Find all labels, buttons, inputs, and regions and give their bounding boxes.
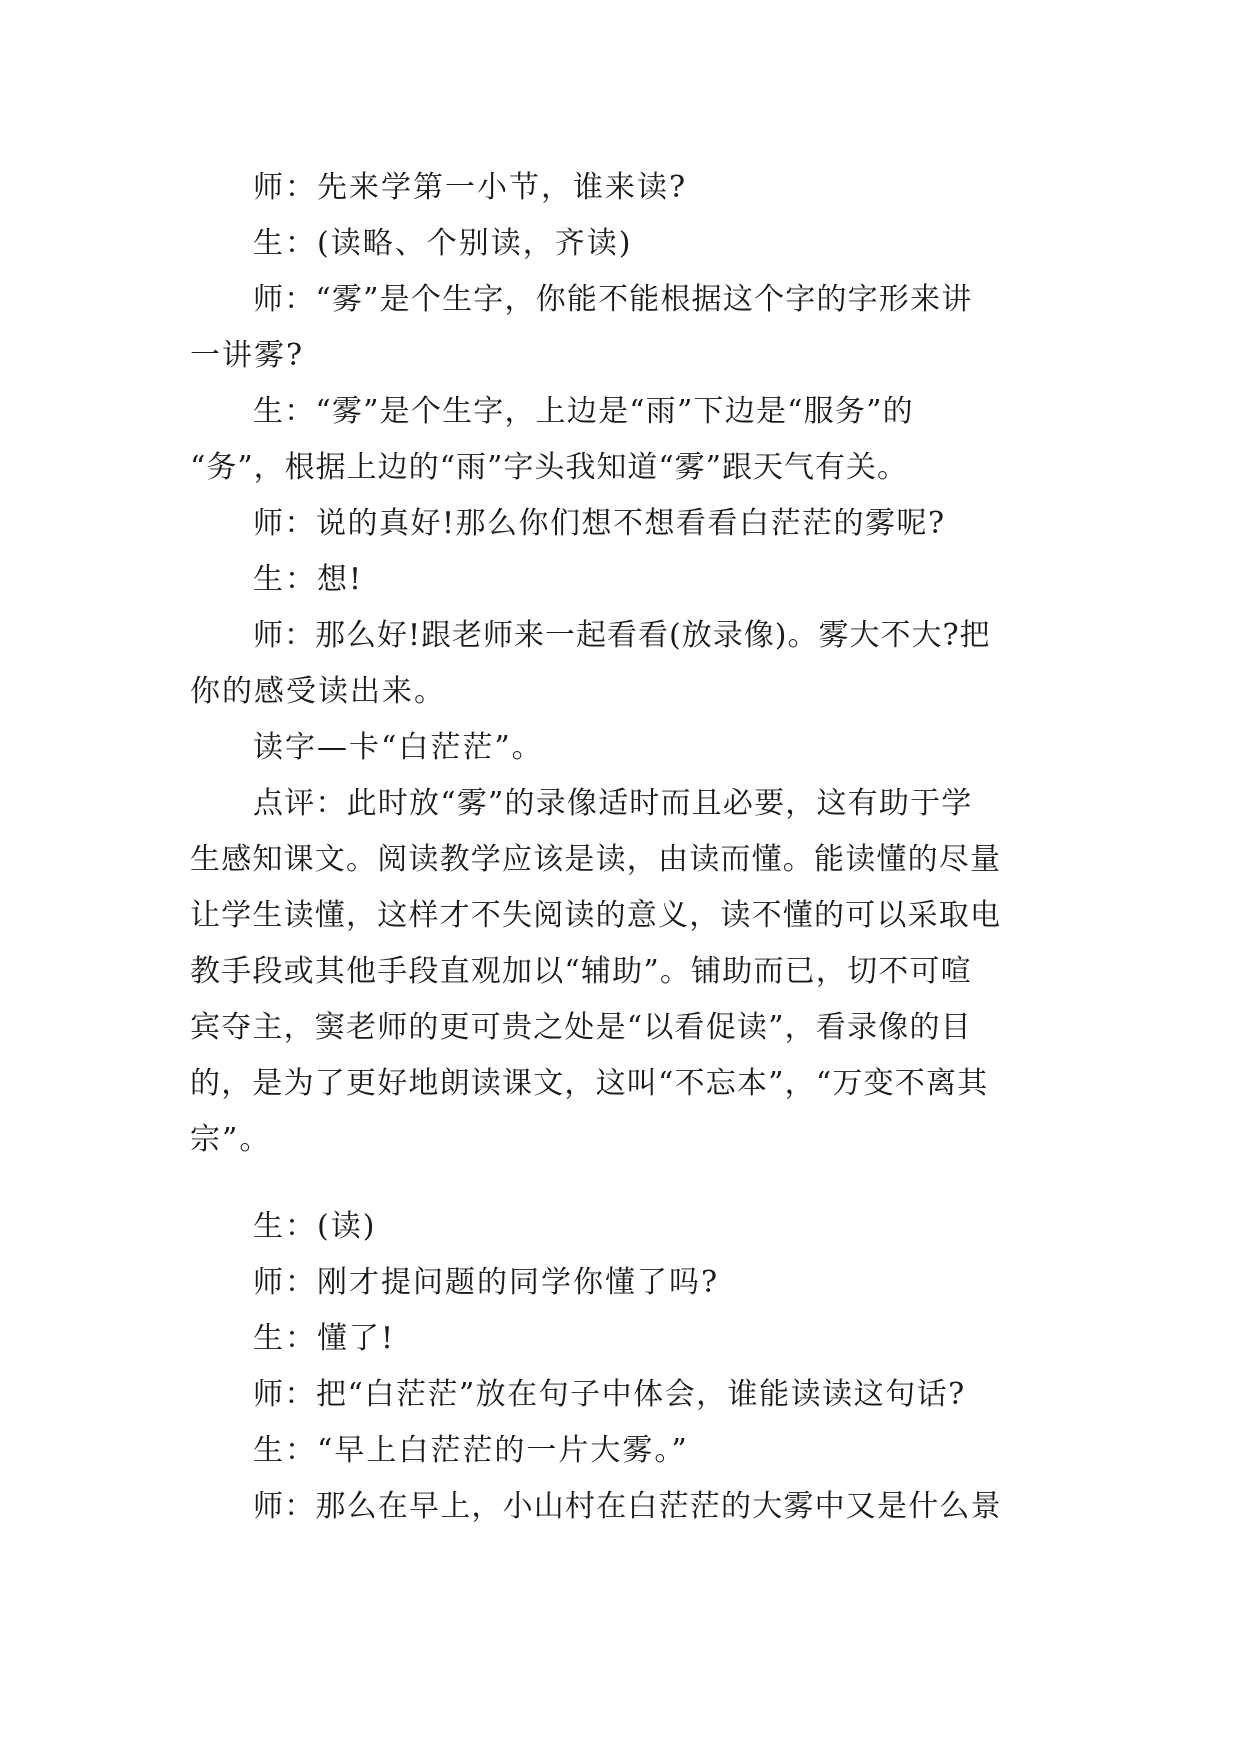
text-line: 师：“雾”是个生字，你能不能根据这个字的字形来讲 [253, 282, 973, 317]
text-line: 生：“早上白茫茫的一片大雾。” [253, 1433, 689, 1468]
text-line: 师：说的真好!那么你们想不想看看白茫茫的雾呢? [253, 506, 946, 541]
text-line: 生：想! [253, 562, 364, 597]
text-line: 师：那么在早上，小山村在白茫茫的大雾中又是什么景 [253, 1489, 1002, 1524]
text-line: 你的感受读出来。 [190, 674, 446, 709]
text-line: 宗”。 [190, 1122, 272, 1157]
text-line: 读字—卡“白茫茫”。 [253, 730, 544, 765]
text-line: 一讲雾? [190, 338, 305, 373]
text-line: 让学生读懂，这样才不失阅读的意义，读不懂的可以采取电 [190, 898, 1002, 933]
text-line: “务”，根据上边的“雨”字头我知道“雾”跟天气有关。 [190, 450, 909, 485]
text-line: 点评：此时放“雾”的录像适时而且必要，这有助于学 [253, 786, 973, 821]
text-line: 生：(读) [253, 1209, 377, 1244]
text-line: 生感知课文。阅读教学应该是读，由读而懂。能读懂的尽量 [190, 842, 1002, 877]
text-line: 宾夺主，窦老师的更可贵之处是“以看促读”，看录像的目 [190, 1010, 972, 1045]
text-line: 教手段或其他手段直观加以“辅助”。铺助而已，切不可喧 [190, 954, 972, 989]
text-line: 生：懂了! [253, 1321, 396, 1356]
text-line: 的，是为了更好地朗读课文，这叫“不忘本”，“万变不离其 [190, 1066, 989, 1101]
text-line: 师：把“白茫茫”放在句子中体会，谁能读读这句话? [253, 1377, 966, 1412]
text-line: 师：先来学第一小节，谁来读? [253, 170, 688, 205]
text-line: 生：(读略、个别读，齐读) [253, 226, 633, 261]
text-line: 生：“雾”是个生字，上边是“雨”下边是“服务”的 [253, 394, 914, 429]
text-line: 师：那么好!跟老师来一起看看(放录像)。雾大不大?把 [253, 618, 991, 653]
text-line: 师：刚才提问题的同学你懂了吗? [253, 1265, 720, 1300]
